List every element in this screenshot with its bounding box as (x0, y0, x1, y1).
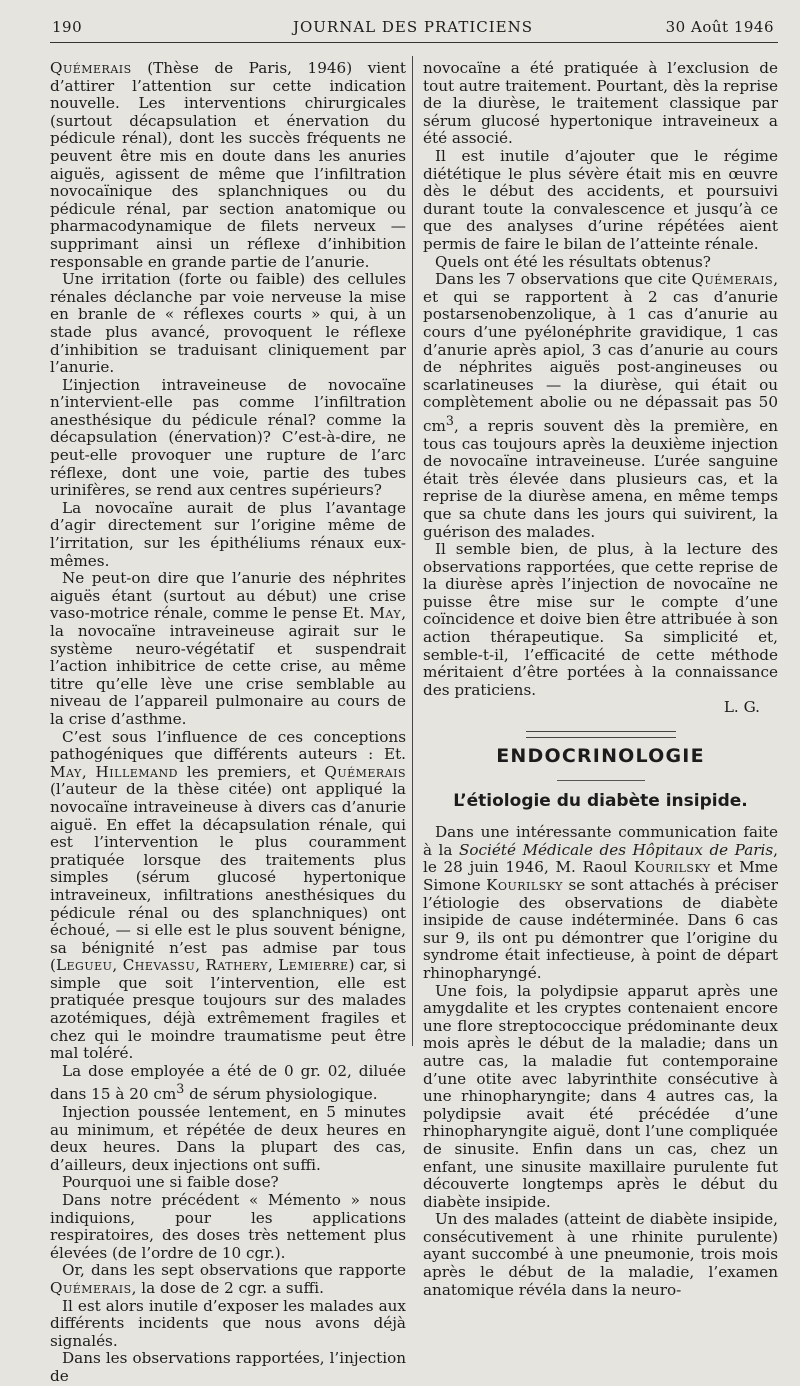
paragraph: Injection poussée lentement, en 5 minutes au minimum, et répétée de deux heures en deux heures. Dans la plupart des cas, d’ailleurs, deux injections ont suffi. (50, 1103, 406, 1174)
paragraph: novocaïne a été pratiquée à l’exclusion de tout autre traitement. Pourtant, dès la reprise de la diurèse, le traitement classique par sérum glucosé hypertonique intraveineux a été associé. (423, 59, 778, 148)
paragraph: Il est inutile d’ajouter que le régime diététique le plus sévère était mis en œuvre dès le début des accidents, et poursuivi durant toute la convalescence et jusqu’à ce que des analyses d’urine répétées aient permis de faire le bilan de l’atteinte rénale. (423, 146, 778, 253)
paragraph: Dans les observations rapportées, l’injection de (50, 1349, 406, 1385)
paragraph: Quels ont été les résultats obtenus? (435, 252, 711, 271)
author-name: Legueu (55, 956, 113, 975)
signature: L. G. (723, 698, 760, 717)
paragraph-text: Or, dans les sept observations que rapporte (62, 1261, 406, 1280)
title-underline (557, 780, 645, 781)
author-name: Kourilsky (633, 858, 711, 877)
author-name: Rathery (205, 956, 268, 975)
author-name: May (369, 604, 402, 623)
issue-date: 30 Août 1946 (665, 18, 774, 36)
paragraph-text: se sont attachés à préciser l’étiologie des observations de diabète insipide de cause indéterminée. Dans 6 cas sur 9, ils ont pu démontrer que l’origine du syndrome était infectieuse, à point de départ rhinopharyngé. (423, 876, 779, 982)
punctuation: , (112, 956, 118, 975)
author-name: Hillemand (95, 762, 178, 781)
superscript: 3 (445, 412, 454, 428)
page-number: 190 (52, 18, 83, 36)
paragraph-text: Dans une intéressante communication faite à la (423, 823, 778, 859)
author-name: Lemierre (278, 956, 349, 975)
paragraph-text: , et qui se rapportent à 2 cas d’anurie postarsenobenzolique, à 1 cas d’anurie au cours d’une pyélonéphrite gravidique, 1 cas d’anurie après apiol, 3 cas d’anurie au cours de néphrites aiguës post-angineuses ou scarlatineuses — la diurèse, qui était ou complètement abolie ou ne dépassait pas 50 cm (423, 270, 779, 435)
paragraph-text: Ne peut-on dire que l’anurie des néphrites aiguës étant (surtout au début) une crise vaso-motrice rénale, comme le pense Et. (50, 569, 406, 623)
paragraph (423, 824, 778, 982)
paragraph (423, 271, 778, 541)
author-name: Quémerais (50, 59, 132, 77)
punctuation: , (81, 762, 87, 781)
author-name: Chevassu (122, 956, 196, 975)
right-column (423, 60, 778, 1299)
paragraph-text: , a repris souvent dès la première, en tous cas toujours après la deuxième injection de novocaïne intraveineuse. L’urée sanguine était très élevée dans plusieurs cas, et la reprise de la diurèse amena, en même temps que sa chute dans les jours qui suivirent, la guérison des malades. (423, 416, 778, 541)
paragraph: Il semble bien, de plus, à la lecture des observations rapportées, que cette reprise de la diurèse après l’injection de novocaïne ne puisse être mise sur le compte d’une coïncidence et doive bien être attribuée à son action thérapeutique. Sa simplicité et, semble-t-il, l’efficacité de cette méthode méritaient d’être portées à la connaissance des praticiens. (423, 540, 778, 699)
paragraph-text: Dans les 7 observations que cite (435, 270, 687, 289)
society-name: Société Médicale des Hôpitaux de Paris (458, 840, 774, 859)
punctuation: , (195, 956, 201, 975)
paragraph-text: et Mme Simone (423, 858, 779, 894)
column-divider (412, 56, 413, 1046)
paragraph-text: La dose employée a été de 0 gr. 02, diluée dans 15 à 20 cm (50, 1061, 406, 1104)
section-title: ENDOCRINOLOGIE (496, 745, 705, 768)
paragraph-text: (l’auteur de la thèse citée) ont appliqué la novocaïne intraveineuse à divers cas d’anurie aiguë. En effet la décapsulation rénale, qui est l’intervention le plus couramment pratiquée lorsque des traitements plus simples (sérum glucosé hypertonique intraveineux, infiltrations anesthésiques du pédicule rénal ou des splanchniques) ont échoué, — si elle est le plus souvent bénigne, sa bénignité n’est pas admise par tous ( (50, 780, 406, 975)
paragraph: L’injection intraveineuse de novocaïne n’intervient-elle pas comme l’infiltration anesthésique du pédicule rénal? comme la décapsulation (énervation)? C’est-à-dire, ne peut-elle provoquer une rupture de l’arc réflexe, dont une voie, partie des tubes urinifères, se rend aux centres supérieurs? (50, 375, 406, 500)
paragraph-text: C’est sous l’influence de ces conceptions pathogéniques que différents auteurs : Et. (50, 727, 406, 764)
paragraph (50, 729, 406, 1063)
paragraph: Un des malades (atteint de diabète insipide, consécutivement à une rhinite purulente) ayant succombé à une pneumonie, trois mois après le début de la maladie, l’examen anatomique révéla dans la neuro- (423, 1210, 778, 1299)
article-title: L’étiologie du diabète insipide. (453, 790, 748, 811)
left-column (50, 60, 406, 1386)
punctuation: , (267, 956, 273, 975)
paragraph (50, 60, 406, 271)
paragraph: La novocaïne aurait de plus l’avantage d’agir directement sur l’origine même de l’irritation, sur les épithéliums rénaux eux-mêmes. (50, 498, 406, 570)
paragraph: Pourquoi une si faible dose? (62, 1173, 279, 1192)
section-separator (526, 731, 676, 738)
paragraph (50, 1063, 406, 1104)
paragraph (50, 570, 406, 728)
paragraph (50, 1262, 406, 1297)
paragraph-text: ) car, si simple que soit l’intervention, elle est pratiquée presque toujours sur des malades azotémiques, déjà extrêmement fragiles et chez qui le moindre traumatisme peut être mal toléré. (50, 956, 407, 1063)
author-name: Quémerais (324, 762, 407, 781)
page-header (52, 14, 774, 40)
author-name: Quémerais (50, 1279, 132, 1298)
paragraph: Une fois, la polydipsie apparut après une amygdalite et les cryptes contenaient encore une flore streptococcique prédominante deux mois après le début de la maladie; dans un autre cas, la maladie fut contemporaine d’une otite avec labyrinthite consécutive à une rhinopharyngite; dans 4 autres cas, la polydipsie avait été précédée d’une rhinopharyngite aiguë, dont l’une compliquée de sinusite. Enfin dans un cas, chez un enfant, une sinusite maxillaire purulente fut découverte longtemps après le début du diabète insipide. (423, 981, 778, 1211)
paragraph-text: , la novocaïne intraveineuse agirait sur le système neuro-végétatif et suspendrait l’action inhibitrice de cette crise, au même titre qu’elle lève une crise semblable au niveau de l’appareil pulmonaire au cours de la crise d’asthme. (50, 604, 407, 728)
author-name: May (50, 762, 82, 781)
paragraph-text: , le 28 juin 1946, M. Raoul (423, 840, 778, 877)
superscript: 3 (176, 1081, 185, 1097)
paragraph-text: les premiers, et (186, 762, 316, 781)
author-name: Quémerais (691, 270, 774, 289)
paragraph: Il est alors inutile d’exposer les malades aux différents incidents que nous avons déjà signalés. (50, 1296, 406, 1350)
paragraph: Une irritation (forte ou faible) des cellules rénales déclanche par voie nerveuse la mise en branle de « réflexes courts » qui, à un stade plus avancé, provoquent le réflexe d’inhibition se traduisant cliniquement par l’anurie. (50, 270, 406, 377)
paragraph: Dans notre précédent « Mémento » nous indiquions, pour les applications respiratoires, des doses très nettement plus élevées (de l’ordre de 10 cgr.). (50, 1191, 406, 1262)
paragraph-text: (Thèse de Paris, 1946) vient d’attirer l’attention sur cette indication nouvelle. Les interventions chirurgicales (surtout décapsulation et énervation du pédicule rénal), dont les succès fréquents ne peuvent être mis en doute dans les anuries aiguës, agissent de même que l’infiltration novocaïnique des splanchniques ou du pédicule rénal, par section anatomique ou pharmacodynamique de filets nerveux — supprimant ainsi un réflexe d’inhibition responsable en grande partie de l’anurie. (50, 59, 406, 271)
paragraph-text: , la dose de 2 cgr. a suffi. (131, 1279, 324, 1298)
header-rule (50, 42, 778, 43)
paragraph-text: de sérum physiologique. (184, 1085, 378, 1104)
author-name: Kourilsky (486, 876, 563, 894)
journal-title: JOURNAL DES PRATICIENS (292, 18, 534, 36)
